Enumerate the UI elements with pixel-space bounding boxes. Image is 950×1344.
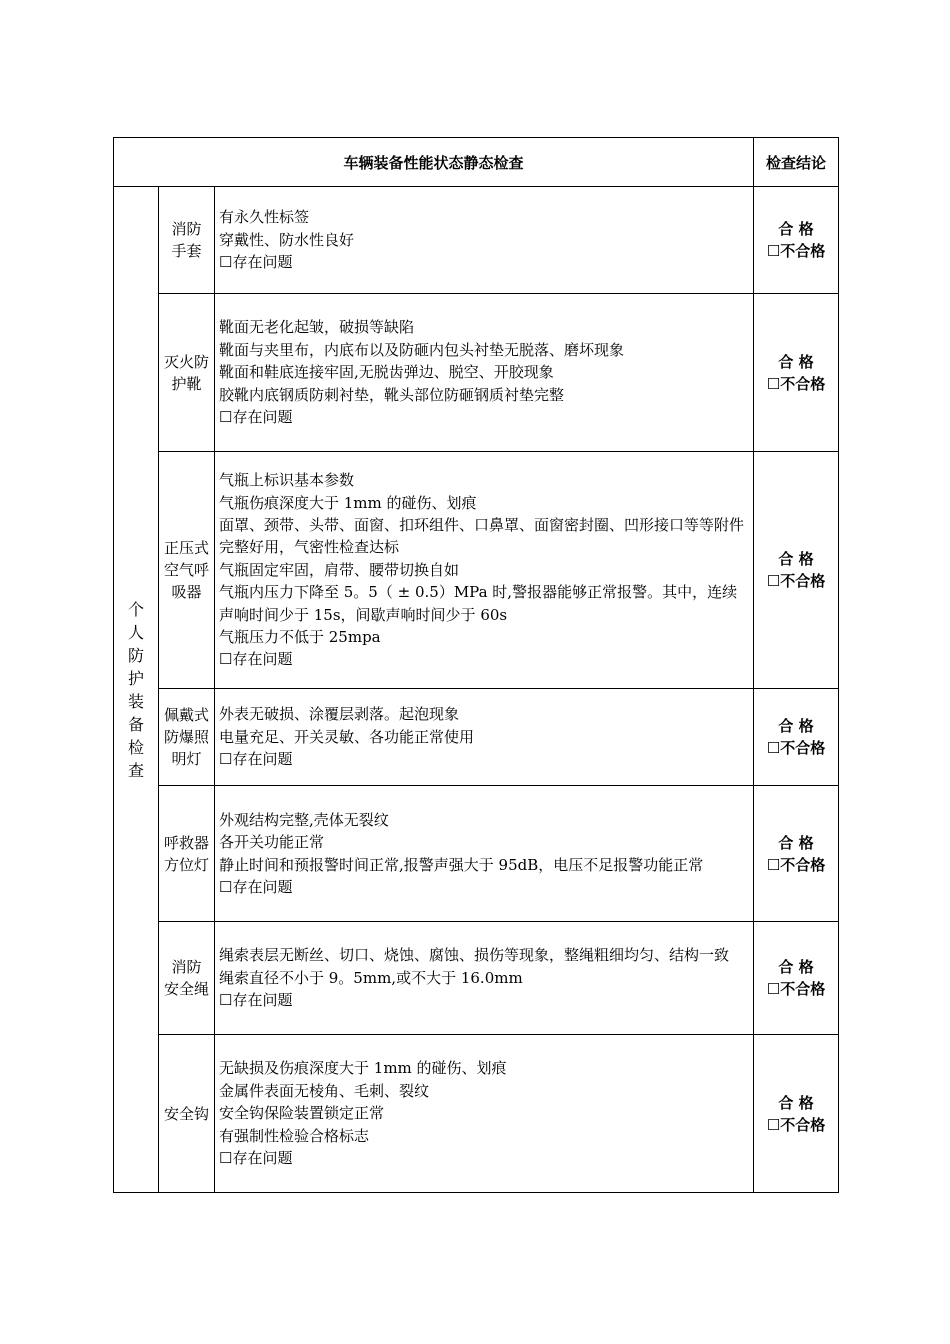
table-row <box>114 452 839 689</box>
header-row <box>114 138 839 187</box>
issue-checkbox[interactable]: ☐存在问题 <box>219 991 293 1010</box>
fail-checkbox[interactable]: ☐不合格 <box>766 572 826 590</box>
verdict-cell <box>754 689 839 786</box>
check-item: 面罩、颈带、头带、面窗、扣环组件、口鼻罩、面窗密封圈、凹形接口等等附件完整好用，气密性检查达标 <box>219 515 745 557</box>
item-name-breathing-apparatus <box>159 452 215 689</box>
check-items <box>215 452 754 689</box>
verdict-cell <box>754 922 839 1035</box>
check-item: 有强制性检验合格标志 <box>219 1126 370 1145</box>
pass-label: 合 格 <box>778 220 814 238</box>
item-name-line: 安全钩 <box>163 1104 209 1123</box>
item-name-line: 防爆照 <box>163 728 209 746</box>
verdict-cell <box>754 452 839 689</box>
category-char: 个 <box>127 599 144 619</box>
item-name-boots <box>159 294 215 452</box>
item-name-line: 手套 <box>171 242 202 260</box>
item-name-line: 安全绳 <box>163 980 209 998</box>
pass-label: 合 格 <box>778 958 814 976</box>
check-item: 胶靴内底钢质防刺衬垫，靴头部位防砸钢质衬垫完整 <box>219 385 565 404</box>
category-cell <box>114 187 159 1193</box>
check-item: 绳索直径不小于 9。5mm,或不大于 16.0mm <box>219 968 523 987</box>
fail-checkbox[interactable]: ☐不合格 <box>766 242 826 260</box>
check-item: 无缺损及伤痕深度大于 1mm 的碰伤、划痕 <box>219 1059 507 1078</box>
issue-checkbox[interactable]: ☐存在问题 <box>219 877 293 896</box>
check-items <box>215 689 754 786</box>
check-item: 气瓶固定牢固，肩带、腰带切换自如 <box>219 560 460 579</box>
item-name-safety-rope <box>159 922 215 1035</box>
pass-label: 合 格 <box>778 1093 814 1112</box>
conclusion-header: 检查结论 <box>754 138 839 187</box>
verdict-cell <box>754 294 839 452</box>
check-item: 靴面与夹里布，内底布以及防砸内包头衬垫无脱落、磨坏现象 <box>219 340 625 359</box>
check-item: 靴面和鞋底连接牢固,无脱齿弹边、脱空、开胶现象 <box>219 363 554 382</box>
check-item: 安全钩保险装置锁定正常 <box>219 1104 385 1123</box>
fail-checkbox[interactable]: ☐不合格 <box>766 855 826 874</box>
check-item: 有永久性标签 <box>219 208 310 227</box>
table-row <box>114 1035 839 1193</box>
issue-checkbox[interactable]: ☐存在问题 <box>219 408 293 427</box>
item-name-line: 佩戴式 <box>163 706 209 724</box>
item-name-line: 呼救器 <box>163 833 209 852</box>
item-name-line: 护靴 <box>171 374 202 393</box>
check-items <box>215 786 754 922</box>
check-item: 外表无破损、涂覆层剥落。起泡现象 <box>219 705 460 724</box>
issue-checkbox[interactable]: ☐存在问题 <box>219 650 293 669</box>
fail-checkbox[interactable]: ☐不合格 <box>766 1115 826 1134</box>
check-items <box>215 922 754 1035</box>
fail-checkbox[interactable]: ☐不合格 <box>766 980 826 998</box>
table-row <box>114 689 839 786</box>
table-row <box>114 294 839 452</box>
item-name-line: 吸器 <box>171 583 202 601</box>
verdict-cell <box>754 187 839 294</box>
category-char: 装 <box>127 691 144 711</box>
inspection-table <box>113 137 839 1193</box>
item-name-line: 灭火防 <box>163 352 209 371</box>
item-name-gloves <box>159 187 215 294</box>
pass-label: 合 格 <box>778 717 814 735</box>
item-name-line: 消防 <box>171 958 202 976</box>
check-item: 气瓶内压力下降至 5。5（ ± 0.5）MPa 时,警报器能够正常报警。其中，连续声响时间少于 15s，间歇声响时间少于 60s <box>219 583 738 624</box>
table-row <box>114 786 839 922</box>
issue-checkbox[interactable]: ☐存在问题 <box>219 1149 293 1168</box>
check-item: 外观结构完整,壳体无裂纹 <box>219 810 389 829</box>
check-item: 金属件表面无棱角、毛刺、裂纹 <box>219 1081 430 1100</box>
item-name-explosion-proof-lamp <box>159 689 215 786</box>
category-char: 人 <box>127 622 144 642</box>
table-row <box>114 187 839 294</box>
item-name-safety-hook <box>159 1035 215 1193</box>
issue-checkbox[interactable]: ☐存在问题 <box>219 253 293 272</box>
category-char: 备 <box>127 714 144 734</box>
item-name-line: 空气呼 <box>163 561 209 579</box>
check-items <box>215 187 754 294</box>
check-item: 绳索表层无断丝、切口、烧蚀、腐蚀、损伤等现象，整绳粗细均匀、结构一致 <box>219 946 730 965</box>
check-item: 静止时间和预报警时间正常,报警声强大于 95dB，电压不足报警功能正常 <box>219 855 704 874</box>
check-item: 气瓶伤痕深度大于 1mm 的碰伤、划痕 <box>219 493 477 512</box>
fail-checkbox[interactable]: ☐不合格 <box>766 739 826 757</box>
item-name-line: 明灯 <box>171 750 202 768</box>
table-title: 车辆装备性能状态静态检查 <box>114 138 754 187</box>
item-name-line: 方位灯 <box>163 855 209 874</box>
check-item: 穿戴性、防水性良好 <box>219 230 355 249</box>
verdict-cell <box>754 1035 839 1193</box>
pass-label: 合 格 <box>778 550 814 568</box>
category-char: 防 <box>127 645 144 665</box>
check-items <box>215 1035 754 1193</box>
category-char: 护 <box>127 668 144 688</box>
check-item: 气瓶压力不低于 25mpa <box>219 628 381 647</box>
verdict-cell <box>754 786 839 922</box>
fail-checkbox[interactable]: ☐不合格 <box>766 374 826 393</box>
pass-label: 合 格 <box>778 833 814 852</box>
item-name-line: 正压式 <box>163 539 209 557</box>
item-name-line: 消防 <box>171 220 202 238</box>
table-row <box>114 922 839 1035</box>
category-char: 检 <box>127 737 144 757</box>
check-item: 电量充足、开关灵敏、各功能正常使用 <box>219 727 475 746</box>
check-items <box>215 294 754 452</box>
check-item: 靴面无老化起皱，破损等缺陷 <box>219 318 415 337</box>
check-item: 气瓶上标识基本参数 <box>219 471 355 490</box>
check-item: 各开关功能正常 <box>219 833 325 852</box>
issue-checkbox[interactable]: ☐存在问题 <box>219 750 293 769</box>
category-char: 查 <box>127 760 144 780</box>
pass-label: 合 格 <box>778 352 814 371</box>
item-name-distress-signal-light <box>159 786 215 922</box>
